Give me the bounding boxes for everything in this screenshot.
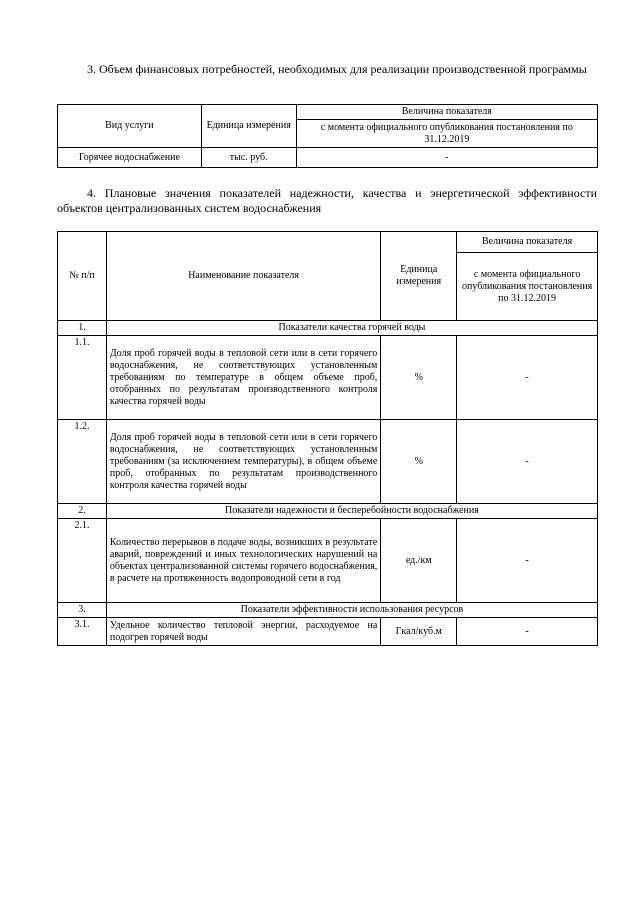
table-row bbox=[58, 148, 598, 168]
cell-unit: тыс. руб. bbox=[201, 148, 296, 168]
group-row bbox=[58, 603, 598, 618]
table-row bbox=[58, 618, 598, 646]
group-title: Показатели эффективности использования ресурсов bbox=[106, 603, 597, 618]
row-name: Количество перерывов в подаче воды, возникших в результате аварий, повреждений и иных технологических нарушений на объектах централизованной системы горячего водоснабжения, в расчете на протяженность водопроводной сети в год bbox=[106, 519, 380, 603]
group-row bbox=[58, 504, 598, 519]
header-value-sub: с момента официального опубликования постановления по 31.12.2019 bbox=[296, 120, 597, 148]
row-name: Доля проб горячей воды в тепловой сети или в сети горячего водоснабжения, не соответствующих установленным требованиям (за исключением температуры), в общем объеме проб, отобранных по результатам производственного контроля качества горячей воды bbox=[106, 420, 380, 504]
row-num: 2.1. bbox=[58, 519, 107, 603]
header-num: № п/п bbox=[58, 232, 107, 321]
row-value: - bbox=[457, 519, 598, 603]
row-name: Доля проб горячей воды в тепловой сети или в сети горячего водоснабжения, не соответствующих установленным требованиям по температуре в общем объеме проб, отобранных по результатам производственного контроля качества горячей воды bbox=[106, 336, 380, 420]
row-value: - bbox=[457, 420, 598, 504]
group-title: Показатели надежности и бесперебойности водоснабжения bbox=[106, 504, 597, 519]
row-unit: Гкал/куб.м bbox=[381, 618, 457, 646]
table-row bbox=[58, 519, 598, 603]
header-unit: Единица измерения bbox=[201, 105, 296, 148]
group-num: 3. bbox=[58, 603, 107, 618]
section-3-heading: 3. Объем финансовых потребностей, необходимых для реализации производственной программы bbox=[87, 62, 587, 76]
header-value-sub: с момента официального опубликования постановления по 31.12.2019 bbox=[457, 253, 598, 321]
row-unit: ед./км bbox=[381, 519, 457, 603]
group-row bbox=[58, 321, 598, 336]
group-num: 2. bbox=[58, 504, 107, 519]
row-num: 1.1. bbox=[58, 336, 107, 420]
section-4-heading: 4. Плановые значения показателей надежности, качества и энергетической эффективности объектов централизованных систем водоснабжения bbox=[57, 186, 597, 215]
row-value: - bbox=[457, 336, 598, 420]
header-value: Величина показателя bbox=[457, 232, 598, 253]
header-unit: Единица измерения bbox=[381, 232, 457, 321]
table-row bbox=[58, 336, 598, 420]
row-unit: % bbox=[381, 336, 457, 420]
group-title: Показатели качества горячей воды bbox=[106, 321, 597, 336]
header-value: Величина показателя bbox=[296, 105, 597, 120]
financial-needs-table bbox=[57, 104, 598, 168]
indicators-table bbox=[57, 231, 598, 646]
row-value: - bbox=[457, 618, 598, 646]
header-name: Наименование показателя bbox=[106, 232, 380, 321]
header-service: Вид услуги bbox=[58, 105, 202, 148]
row-unit: % bbox=[381, 420, 457, 504]
row-num: 3.1. bbox=[58, 618, 107, 646]
cell-value: - bbox=[296, 148, 597, 168]
row-name: Удельное количество тепловой энергии, расходуемое на подогрев горячей воды bbox=[106, 618, 380, 646]
table-row bbox=[58, 420, 598, 504]
cell-service: Горячее водоснабжение bbox=[58, 148, 202, 168]
group-num: 1. bbox=[58, 321, 107, 336]
row-num: 1.2. bbox=[58, 420, 107, 504]
